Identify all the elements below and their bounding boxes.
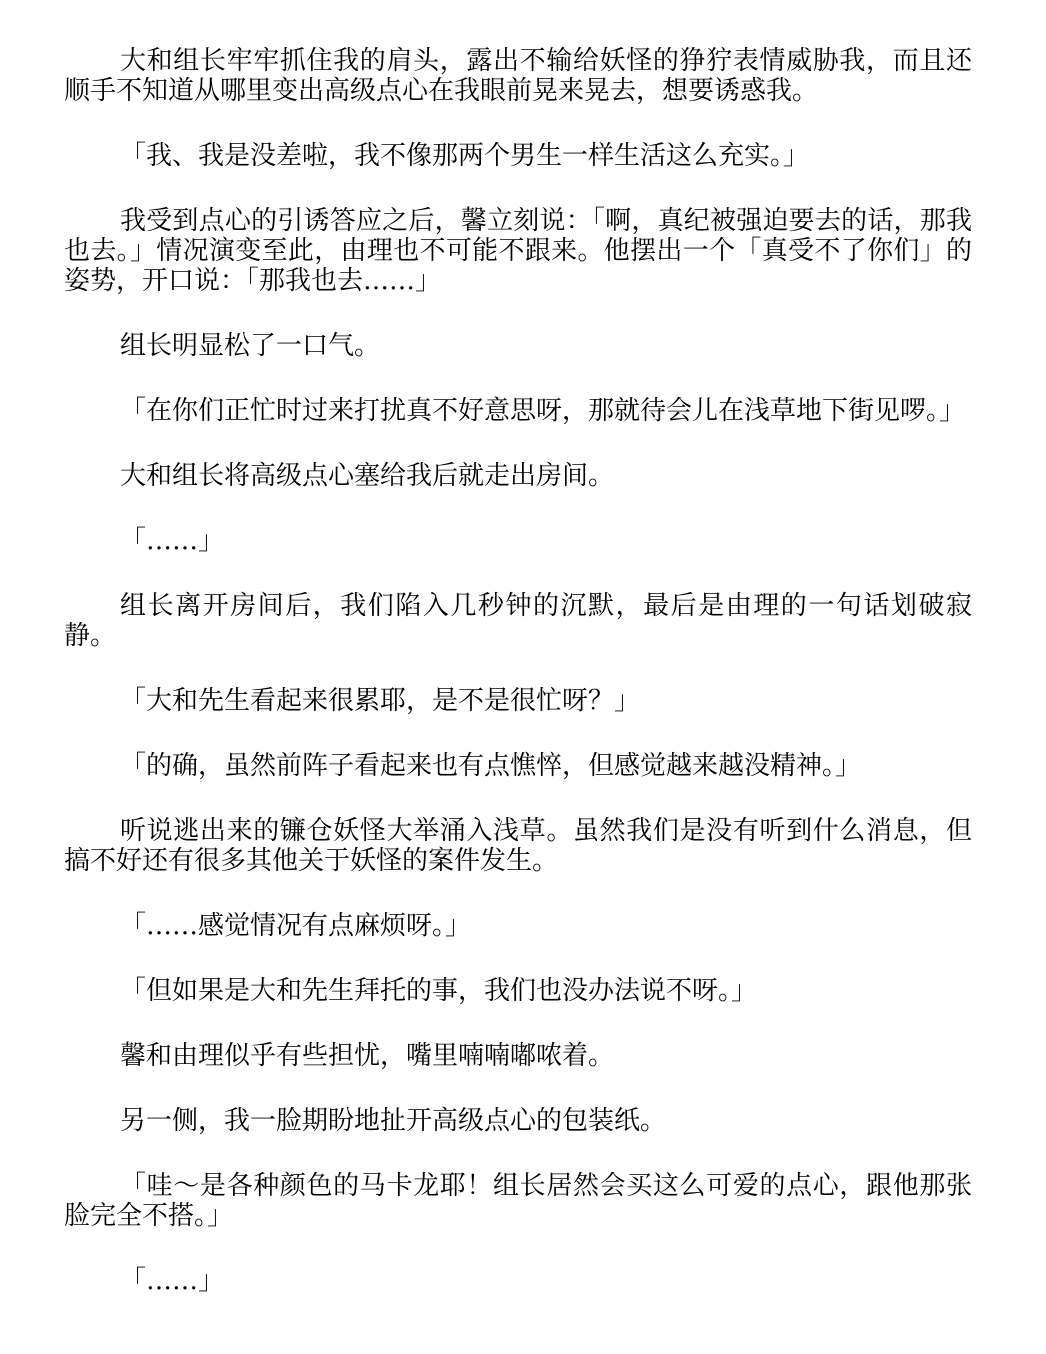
- paragraph-9: 「大和先生看起来很累耶，是不是很忙呀？」: [120, 686, 641, 716]
- paragraph-7: 「……」: [120, 526, 225, 556]
- paragraph-2: 「我、我是没差啦，我不像那两个男生一样生活这么充实。」: [120, 141, 810, 171]
- paragraph-4: 组长明显松了一口气。: [120, 331, 381, 361]
- paragraph-10: 「的确，虽然前阵子看起来也有点憔悴，但感觉越来越没精神。」: [120, 751, 862, 781]
- paragraph-15: 另一侧，我一脸期盼地扯开高级点心的包装纸。: [120, 1106, 667, 1136]
- paragraph-14: 馨和由理似乎有些担忧，嘴里喃喃嘟哝着。: [120, 1041, 615, 1071]
- paragraph-13: 「但如果是大和先生拜托的事，我们也没办法说不呀。」: [120, 976, 758, 1006]
- paragraph-3: 我受到点心的引诱答应之后，馨立刻说：「啊，真纪被强迫要去的话，那我也去。」情况演变至此，由理也不可能不跟来。他摆出一个「真受不了你们」的姿势，开口说：「那我也去……」: [64, 206, 972, 296]
- paragraph-16: 「哇～是各种颜色的马卡龙耶！组长居然会买这么可爱的点心，跟他那张脸完全不搭。」: [64, 1171, 972, 1231]
- paragraph-1: 大和组长牢牢抓住我的肩头，露出不输给妖怪的狰狞表情威胁我，而且还顺手不知道从哪里变出高级点心在我眼前晃来晃去，想要诱惑我。: [64, 46, 972, 106]
- paragraph-8: 组长离开房间后，我们陷入几秒钟的沉默，最后是由理的一句话划破寂静。: [64, 591, 972, 651]
- paragraph-11: 听说逃出来的镰仓妖怪大举涌入浅草。虽然我们是没有听到什么消息，但搞不好还有很多其他关于妖怪的案件发生。: [64, 816, 972, 876]
- paragraph-17: 「……」: [120, 1266, 225, 1296]
- paragraph-12: 「……感觉情况有点麻烦呀。」: [120, 911, 472, 941]
- paragraph-5: 「在你们正忙时过来打扰真不好意思呀，那就待会儿在浅草地下街见啰。」: [120, 396, 966, 426]
- paragraph-6: 大和组长将高级点心塞给我后就走出房间。: [120, 461, 615, 491]
